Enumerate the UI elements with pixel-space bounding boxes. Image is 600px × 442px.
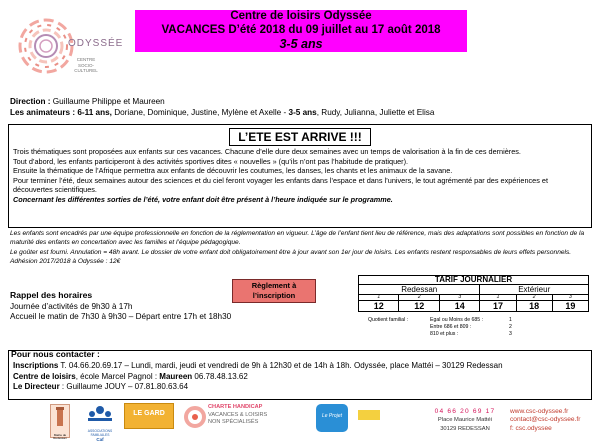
program-box	[8, 124, 592, 228]
contact-inscriptions: Inscriptions T. 04.66.20.69.17 – Lundi, mardi, jeudi et vendredi de 9h à 12h30 et de 14h à 18h. Odyssée, place Mattéi – 30129 Redessan	[13, 361, 503, 370]
schedule-title: Rappel des horaires	[10, 290, 93, 300]
gard-logo: LE GARD	[124, 403, 174, 429]
tarif-title: TARIF JOURNALIER	[359, 276, 589, 285]
schedule-reminder	[10, 290, 330, 323]
partner-logo-yellow	[358, 410, 380, 420]
title-line-2: VACANCES D’été 2018 du 09 juillet au 17 août 2018	[161, 23, 441, 36]
tower-icon	[51, 405, 69, 429]
logo-name: ODYSSÉE	[68, 38, 124, 49]
tarif-col-exterieur: Extérieur	[480, 285, 589, 295]
title-line-1: Centre de loisirs Odyssée	[230, 10, 372, 22]
paragraph: Ensuite la thématique de l’Afrique permettra aux enfants de découvrir les coutumes, les danses, les chants et les animaux de la savane.	[13, 166, 453, 176]
quotient-label: Quotient familial :	[368, 317, 409, 323]
headline: L’ETE EST ARRIVE !!!	[229, 128, 371, 146]
redessan-logo: Mairie de Redessan	[50, 404, 70, 438]
program-text	[13, 147, 587, 205]
tarif-price: 14	[439, 301, 479, 312]
tarif-price: 19	[552, 301, 588, 312]
tarif-index: 2	[399, 295, 439, 301]
contact-directeur: Le Directeur : Guillaume JOUY – 07.81.80.63.64	[13, 382, 189, 391]
animateurs-line: Les animateurs : 6-11 ans, Doriane, Dominique, Justine, Mylène et Axelle - 3-5 ans, Rudy, Julianna, Juliette et Elisa	[10, 108, 435, 117]
staff-block	[10, 96, 595, 118]
odyssee-logo	[4, 6, 122, 84]
tarif-price: 12	[399, 301, 439, 312]
assoc-familiales-logo: ASSOCIATIONS FAMILIALES Caf	[82, 402, 118, 438]
paragraph: Tout d’abord, les enfants participeront à des activités sportives dites « nouvelles » (qu’ils n’ont pas l’habitude de pratiquer).	[13, 156, 409, 166]
paragraph: Trois thématiques sont proposées aux enfants sur ces vacances. Chacune d’elle dure deux semaines avec un temps de valorisation à la fin de ces dernières.	[13, 147, 521, 156]
title-age-range: 3-5 ans	[279, 37, 323, 51]
tarif-index: 1	[359, 295, 399, 301]
tarif-price: 17	[480, 301, 516, 312]
direction-line: Direction : Guillaume Philippe et Maureen	[10, 97, 165, 106]
contact-title: Pour nous contacter :	[11, 349, 100, 359]
footer-facebook-link[interactable]: f: csc.odyssee	[510, 424, 552, 432]
tarif-col-redessan: Redessan	[359, 285, 480, 295]
footer-email-link[interactable]: contact@csc-odyssee.fr	[510, 416, 581, 424]
schedule-line: Journée d’activités de 9h30 à 17h	[10, 301, 133, 311]
notes	[10, 230, 588, 268]
logo-tagline: CENTRE SOCIO- CULTUREL	[74, 57, 98, 73]
paragraph-important: Concernant les différentes sorties de l’été, votre enfant doit être présent à l’heure indiquée sur le programme.	[13, 194, 393, 204]
tarif-index: 3	[552, 295, 588, 301]
tarif-index: 2	[516, 295, 552, 301]
schedule-line: Accueil le matin de 7h30 à 9h30 – Départ entre 17h et 18h30	[10, 312, 232, 321]
partner-logo-blue: Le Projet	[316, 404, 348, 432]
charte-handicap-logo-icon	[184, 404, 206, 432]
family-icon	[82, 402, 118, 424]
footer-addr2: 30129 REDESSAN	[440, 425, 490, 432]
quotient-familial: Quotient familial : Egal ou Moins de 685 : 1 Entre 686 et 809 : 2 810 et plus : 3	[368, 317, 512, 337]
payment-badge: Règlement à l’inscription	[232, 279, 316, 303]
footer-web	[510, 408, 580, 433]
note-supervision: Les enfants sont encadrés par une équipe professionnelle en fonction de la réglementation en vigueur. L’âge de l’enfant tient lieu de référence, mais des adaptations sont possibles en fonction de la maturité des enfants en concertation avec les familles et l’équipe pédagogique.	[10, 230, 585, 246]
contact-box	[8, 350, 592, 400]
paragraph: Pour terminer l’été, deux semaines autour des sciences et du ciel feront voyager les enfants dans l’espace et dans l’univers, le tout agrémenté par des expériences et découvertes scientifiques.	[13, 175, 548, 195]
tarif-price: 12	[359, 301, 399, 312]
contact-centre: Centre de loisirs, école Marcel Pagnol : Maureen 06.78.48.13.62	[13, 371, 248, 381]
tarif-index: 3	[439, 295, 479, 301]
tarif-index: 1	[480, 295, 516, 301]
charte-handicap-text: CHARTE HANDICAP VACANCES & LOISIRS NON SPÉCIALISÉS	[208, 404, 268, 426]
footer-phone: 04 66 20 69 17	[434, 408, 496, 415]
footer-website-link[interactable]: www.csc-odyssee.fr	[510, 408, 569, 415]
note-practical: Le goûter est fourni. Annulation = 48h avant. Le dossier de votre enfant doit obligatoirement être à jour avant son 1er jour de loisirs. Les enfants restent responsables de leurs effets personnels. Adhésion 2017/2018 à Odyssée : 12€	[10, 249, 572, 265]
tarif-price: 18	[516, 301, 552, 312]
page-title	[135, 10, 467, 52]
footer-addr1: Place Maurice Mattéi	[437, 417, 493, 424]
tarif-table	[358, 275, 589, 312]
footer-address	[431, 408, 499, 433]
